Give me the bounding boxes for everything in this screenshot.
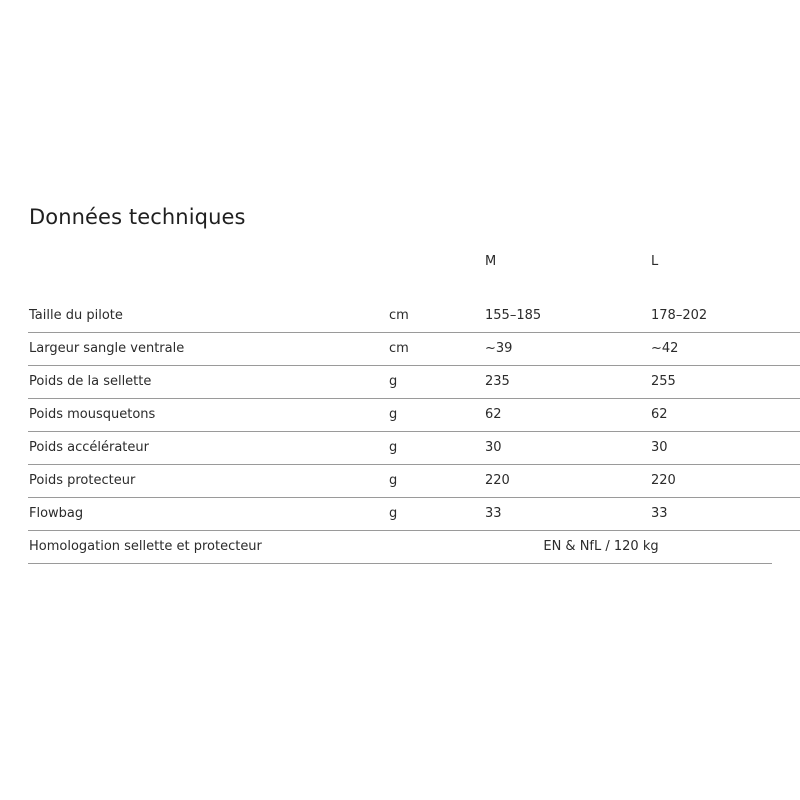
table-row [28,366,800,399]
row-value-m: 220 [485,473,510,488]
row-value-m: 235 [485,374,510,389]
row-value-m: 62 [485,407,502,422]
row-label: Poids protecteur [29,473,136,488]
table-row [28,333,800,366]
row-value-l: 220 [651,473,676,488]
table-row [28,465,800,498]
row-value-l: 255 [651,374,676,389]
row-value-m: 33 [485,506,502,521]
table-row [28,432,800,465]
column-header-m: M [485,254,497,269]
row-label: Poids accélérateur [29,440,149,455]
row-value-m: 155–185 [485,308,542,323]
row-value-m: 30 [485,440,502,455]
row-label: Poids mousquetons [29,407,156,422]
homologation-label: Homologation sellette et protecteur [29,539,262,554]
row-unit: g [389,473,398,488]
row-value-l: 178–202 [651,308,708,323]
page-title: Données techniques [29,205,246,229]
table-row [28,498,800,531]
row-unit: cm [389,341,409,356]
row-label: Largeur sangle ventrale [29,341,185,356]
table-row [28,300,800,333]
column-header-l: L [651,254,659,269]
table-row-homologation [28,531,772,564]
row-value-l: 62 [651,407,668,422]
row-value-l: ~42 [651,341,679,356]
row-value-l: 33 [651,506,668,521]
row-value-m: ~39 [485,341,513,356]
row-label: Flowbag [29,506,84,521]
row-unit: g [389,407,398,422]
homologation-value: EN & NfL / 120 kg [543,539,659,554]
technical-data-table [28,300,800,564]
row-value-l: 30 [651,440,668,455]
row-unit: g [389,440,398,455]
table-row [28,399,800,432]
row-unit: g [389,374,398,389]
row-unit: cm [389,308,409,323]
row-label: Poids de la sellette [29,374,152,389]
row-unit: g [389,506,398,521]
row-label: Taille du pilote [29,308,123,323]
